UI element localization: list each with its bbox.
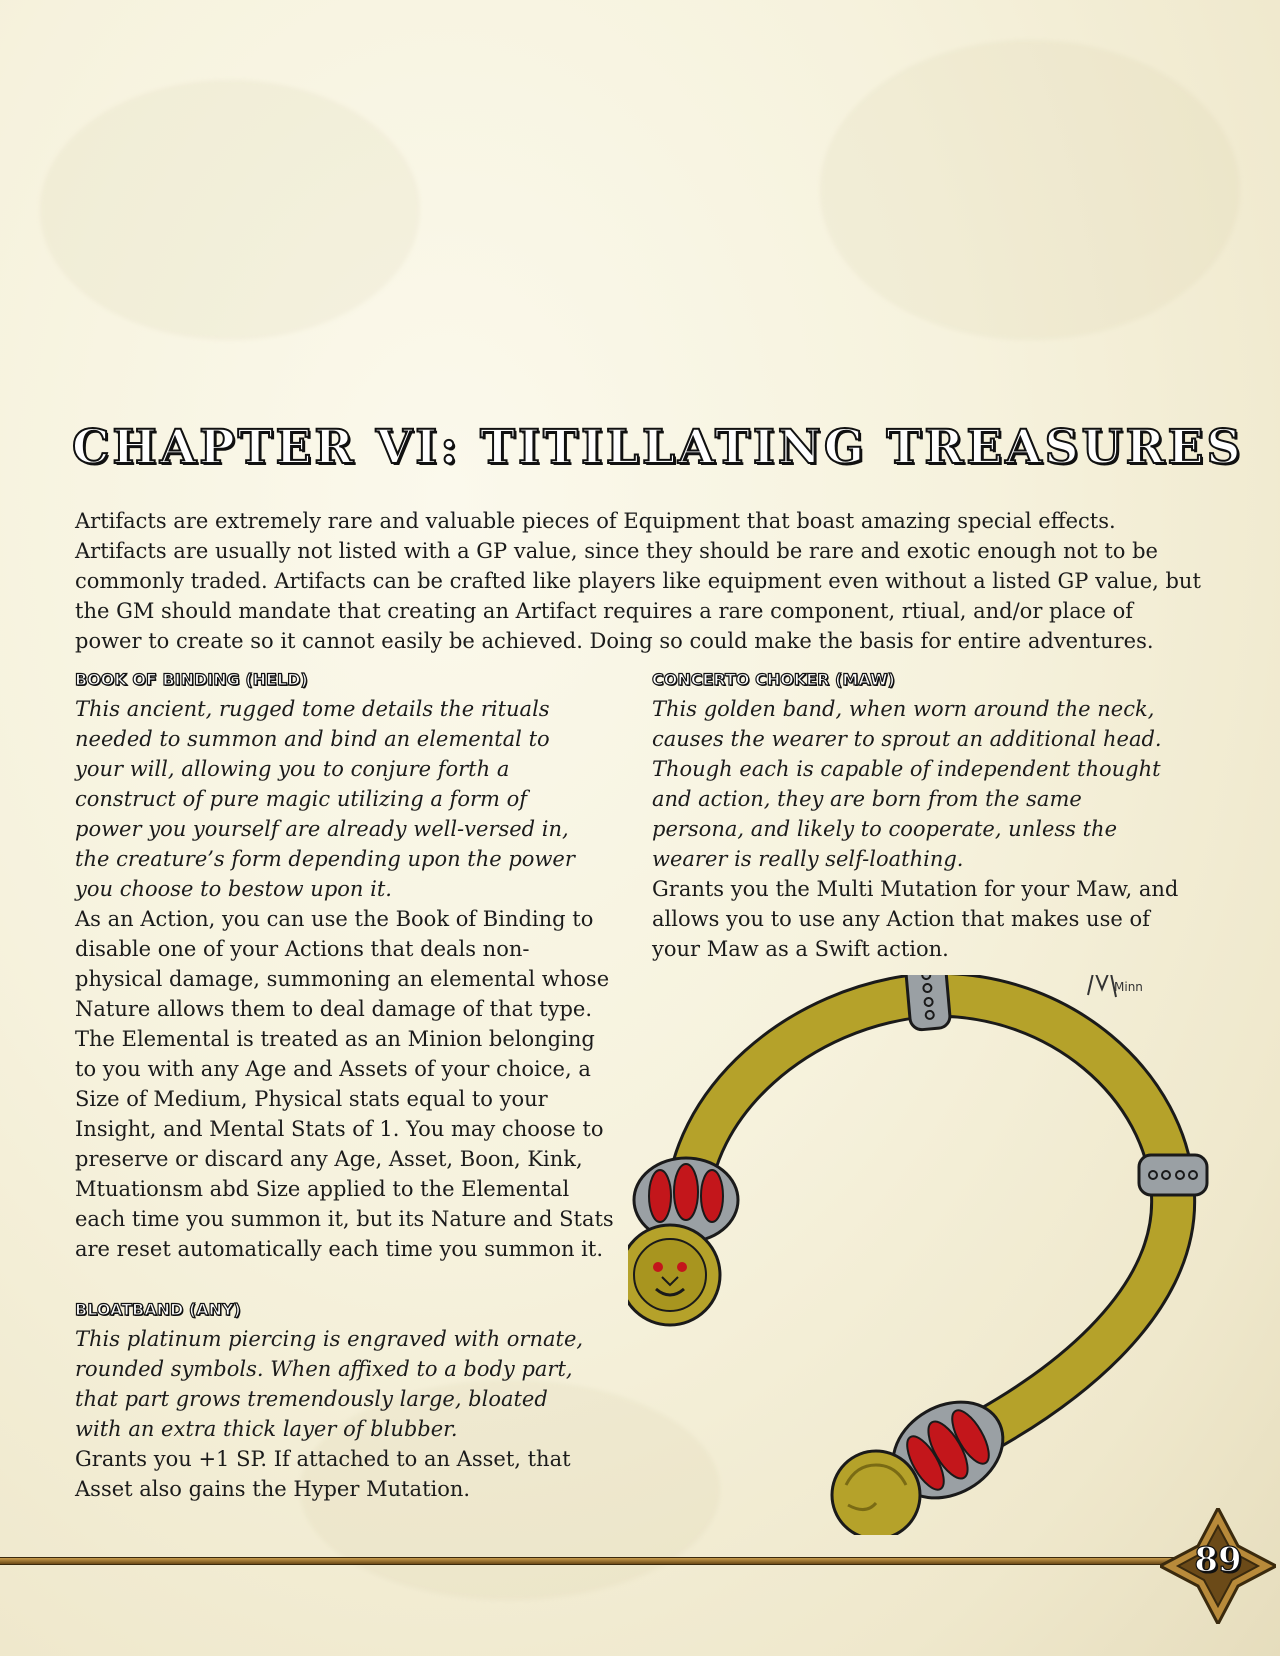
paper-stain [820, 40, 1240, 340]
item-rules-text: Grants you the Multi Mutation for your Maw, and allows you to use any Action that makes use of your Maw as a Swift action. [652, 877, 1179, 961]
silver-ring [1139, 1155, 1207, 1195]
lion-head-medallion [832, 1451, 920, 1535]
artist-signature-mark [1088, 975, 1116, 997]
item-rules-text: Grants you +1 SP. If attached to an Asset, that Asset also gains the Hyper Mutation. [75, 1447, 571, 1501]
item-flavor-text: This ancient, rugged tome details the rituals needed to summon and bind an elemental to your will, allowing you to conjure forth a construct of pure magic utilizing a form of power you yourself are already well-versed in, the creature’s form depending upon the power you choose to bestow upon it. [75, 697, 575, 901]
lion-head-medallion [628, 1225, 720, 1325]
left-column [75, 668, 635, 1504]
chapter-title: CHAPTER VI: TITILLATING TREASURES [72, 420, 1244, 475]
chapter-intro: Artifacts are extremely rare and valuable pieces of Equipment that boast amazing special effects. Artifacts are usually not listed with a GP value, since they should be rare and exotic enough not to be commonly traded. Artifacts can be crafted like players like equipment even without a listed GP value, but the GM should mandate that creating an Artifact requires a rare component, rtiual, and/or place of power to create so it cannot easily be achieved. Doing so could make the basis for entire adventures. [75, 509, 1201, 653]
item-title: CONCERTO CHOKER (MAW) [652, 670, 895, 689]
item-entry-concerto-choker [652, 668, 1212, 964]
right-column [652, 668, 1212, 964]
artist-signature: Minn [1114, 980, 1143, 994]
paper-stain [40, 80, 420, 340]
item-flavor-text: This platinum piercing is engraved with ornate, rounded symbols. When affixed to a body part, that part grows tremendously large, bloated with an extra thick layer of blubber. [75, 1327, 584, 1441]
item-rules-text: As an Action, you can use the Book of Binding to disable one of your Actions that deals non-physical damage, summoning an elemental whose Nature allows them to deal damage of that type. The Elemental is treated as an Minion belonging to you with any Age and Assets of your choice, a Size of Medium, Physical stats equal to your Insight, and Mental Stats of 1. You may choose to preserve or discard any Age, Asset, Boon, Kink, Mtuationsm abd Size applied to the Elemental each time you summon it, but its Nature and Stats are reset automatically each time you summon it. [75, 907, 614, 1261]
spacer [75, 1264, 635, 1298]
item-title: BOOK OF BINDING (HELD) [75, 670, 308, 689]
page-number: 89 [1194, 1540, 1242, 1580]
concerto-choker-illustration [628, 975, 1228, 1535]
footer-rule [0, 1557, 1180, 1565]
item-entry-bloatband [75, 1298, 635, 1504]
item-flavor-text: This golden band, when worn around the neck, causes the wearer to sprout an additional head. Though each is capable of independent thought and action, they are born from the same persona, and likely to cooperate, unless the wearer is really self-loathing. [652, 697, 1162, 871]
item-entry-book-of-binding [75, 668, 635, 1264]
silver-ring [905, 975, 951, 1031]
item-title: BLOATBAND (ANY) [75, 1300, 241, 1319]
